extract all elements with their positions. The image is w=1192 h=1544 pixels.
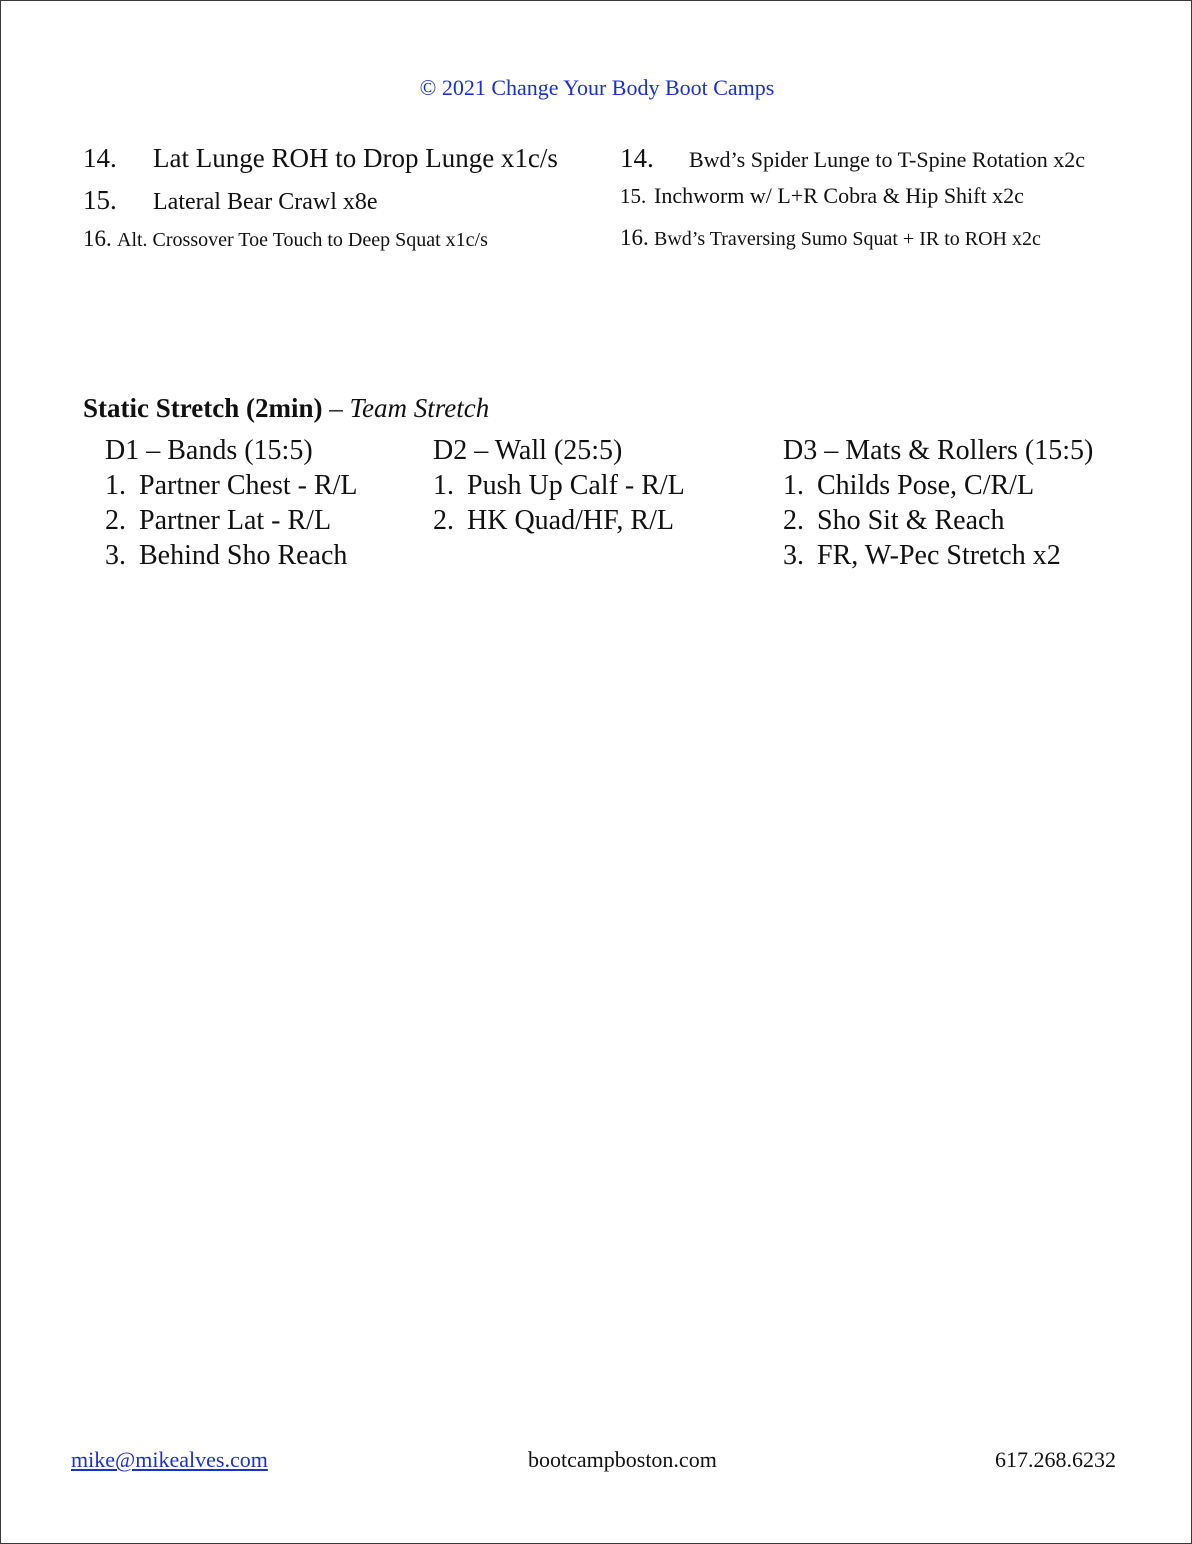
static-stretch-title [83, 393, 489, 424]
item-number: 1. [783, 470, 804, 501]
item-number: 16. [620, 225, 649, 250]
item-number: 14. [620, 143, 654, 173]
footer-website: bootcampboston.com [528, 1447, 717, 1472]
left-list-item-15 [83, 185, 378, 216]
column-heading: D3 – Mats & Rollers (15:5) [783, 435, 1094, 466]
item-number: 1. [105, 470, 126, 501]
left-list-item-16 [83, 226, 488, 252]
item-text: Bwd’s Spider Lunge to T-Spine Rotation x2c [689, 147, 1085, 172]
item-number: 2. [433, 505, 454, 536]
item-number: 2. [783, 505, 804, 536]
right-list-item-14 [620, 143, 1085, 174]
footer-phone: 617.268.6232 [995, 1447, 1116, 1472]
item-text: Inchworm w/ L+R Cobra & Hip Shift x2c [654, 183, 1024, 208]
item-text: Push Up Calf - R/L [467, 470, 685, 501]
list-item [783, 468, 1093, 503]
stretch-column-d1 [105, 433, 358, 573]
item-text: Alt. Crossover Toe Touch to Deep Squat x1c/s [117, 229, 488, 251]
item-text: Childs Pose, C/R/L [817, 470, 1035, 501]
left-list-item-14 [83, 143, 558, 174]
right-list-item-15 [620, 183, 1024, 209]
item-number: 3. [783, 540, 804, 571]
item-number: 15. [83, 185, 117, 215]
item-number: 15. [620, 184, 647, 208]
stretch-column-d2 [433, 433, 685, 538]
list-item [433, 503, 685, 538]
item-text: Lateral Bear Crawl x8e [153, 189, 378, 215]
right-list-item-16 [620, 225, 1041, 251]
section-title: Static Stretch (2min) [83, 393, 323, 423]
stretch-column-d3 [783, 433, 1093, 573]
footer-email-link[interactable]: mike@mikealves.com [71, 1447, 268, 1472]
item-text: Partner Lat - R/L [139, 505, 332, 536]
item-text: FR, W-Pec Stretch x2 [817, 540, 1061, 571]
column-heading: D2 – Wall (25:5) [433, 435, 623, 466]
item-number: 16. [83, 226, 112, 251]
item-text: Bwd’s Traversing Sumo Squat + IR to ROH x2c [654, 228, 1041, 250]
list-item [105, 538, 358, 573]
list-item [105, 503, 358, 538]
copyright-header: © 2021 Change Your Body Boot Camps [419, 75, 775, 100]
item-text: Sho Sit & Reach [817, 505, 1005, 536]
item-number: 1. [433, 470, 454, 501]
list-item [783, 538, 1093, 573]
section-subtitle: Team Stretch [349, 393, 490, 423]
item-number: 14. [83, 143, 117, 173]
list-item [433, 468, 685, 503]
title-dash: – [322, 393, 350, 423]
item-text: Lat Lunge ROH to Drop Lunge x1c/s [153, 143, 558, 173]
item-number: 3. [105, 540, 126, 571]
item-number: 2. [105, 505, 126, 536]
list-item [105, 468, 358, 503]
list-item [783, 503, 1093, 538]
item-text: HK Quad/HF, R/L [467, 505, 674, 536]
item-text: Partner Chest - R/L [139, 470, 358, 501]
column-heading: D1 – Bands (15:5) [105, 435, 313, 466]
item-text: Behind Sho Reach [139, 540, 348, 571]
